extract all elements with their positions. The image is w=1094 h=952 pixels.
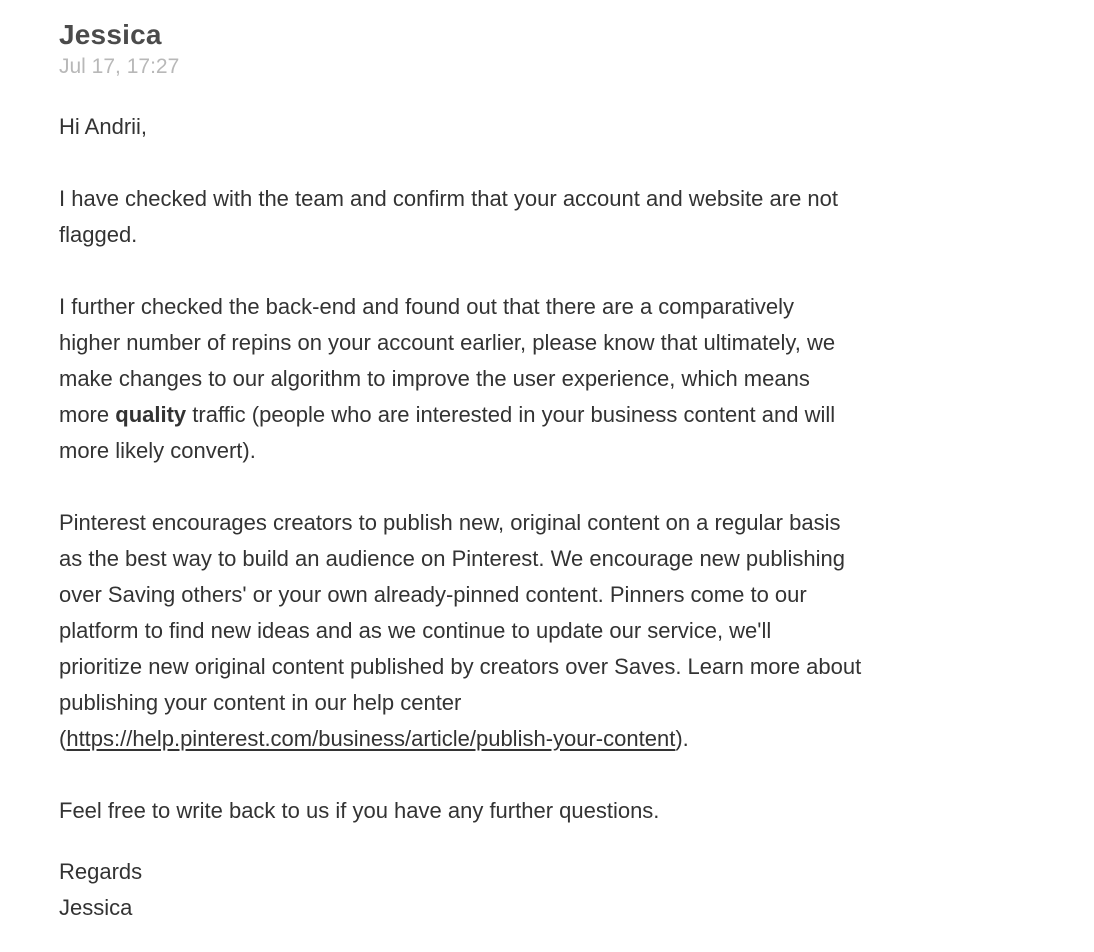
text-line [59, 109, 1054, 145]
text-segment: ). [675, 726, 689, 751]
text-segment: make changes to our algorithm to improve the user experience, which means [59, 366, 810, 391]
message-paragraph [59, 109, 1054, 145]
text-line [59, 361, 1054, 397]
text-segment: Hi Andrii, [59, 114, 148, 139]
message-paragraph [59, 854, 1054, 926]
text-segment: Regards [59, 859, 143, 884]
text-line [59, 613, 1054, 649]
message-paragraph [59, 505, 1054, 757]
text-line [59, 397, 1054, 433]
text-segment: Feel free to write back to us if you have any further questions. [59, 798, 660, 823]
text-segment: more [59, 402, 116, 427]
text-line [59, 217, 1054, 253]
text-line [59, 577, 1054, 613]
text-segment: more likely convert). [59, 438, 256, 463]
text-segment: Pinterest encourages creators to publish new, original content on a regular basis [59, 510, 841, 535]
sender-name: Jessica [59, 19, 162, 50]
text-segment: prioritize new original content published by creators over Saves. Learn more about [59, 654, 862, 679]
text-line [59, 181, 1054, 217]
message-paragraph [59, 289, 1054, 469]
text-line [59, 854, 1054, 890]
text-segment: I have checked with the team and confirm that your account and website are not [59, 186, 839, 211]
text-segment: Jessica [59, 895, 133, 920]
message-timestamp: Jul 17, 17:27 [59, 55, 180, 78]
help-center-link[interactable]: https://help.pinterest.com/business/article/publish-your-content [66, 726, 676, 751]
message-body [59, 109, 1054, 926]
message-paragraph [59, 181, 1054, 253]
text-line [59, 649, 1054, 685]
text-line [59, 325, 1054, 361]
text-line [59, 289, 1054, 325]
text-segment: over Saving others' or your own already-pinned content. Pinners come to our [59, 582, 807, 607]
text-segment: platform to find new ideas and as we continue to update our service, we'll [59, 618, 772, 643]
text-line [59, 433, 1054, 469]
bold-text: quality [115, 402, 187, 427]
text-line [59, 721, 1054, 757]
text-segment: flagged. [59, 222, 138, 247]
message-paragraph [59, 793, 1054, 829]
text-segment: as the best way to build an audience on Pinterest. We encourage new publishing [59, 546, 845, 571]
text-segment: higher number of repins on your account earlier, please know that ultimately, we [59, 330, 836, 355]
text-segment: traffic (people who are interested in your business content and will [186, 402, 836, 427]
text-line [59, 541, 1054, 577]
text-segment: ( [59, 726, 67, 751]
text-line [59, 793, 1054, 829]
text-segment: publishing your content in our help center [59, 690, 462, 715]
text-line [59, 890, 1054, 926]
text-segment: I further checked the back-end and found out that there are a comparatively [59, 294, 795, 319]
text-line [59, 685, 1054, 721]
text-line [59, 505, 1054, 541]
